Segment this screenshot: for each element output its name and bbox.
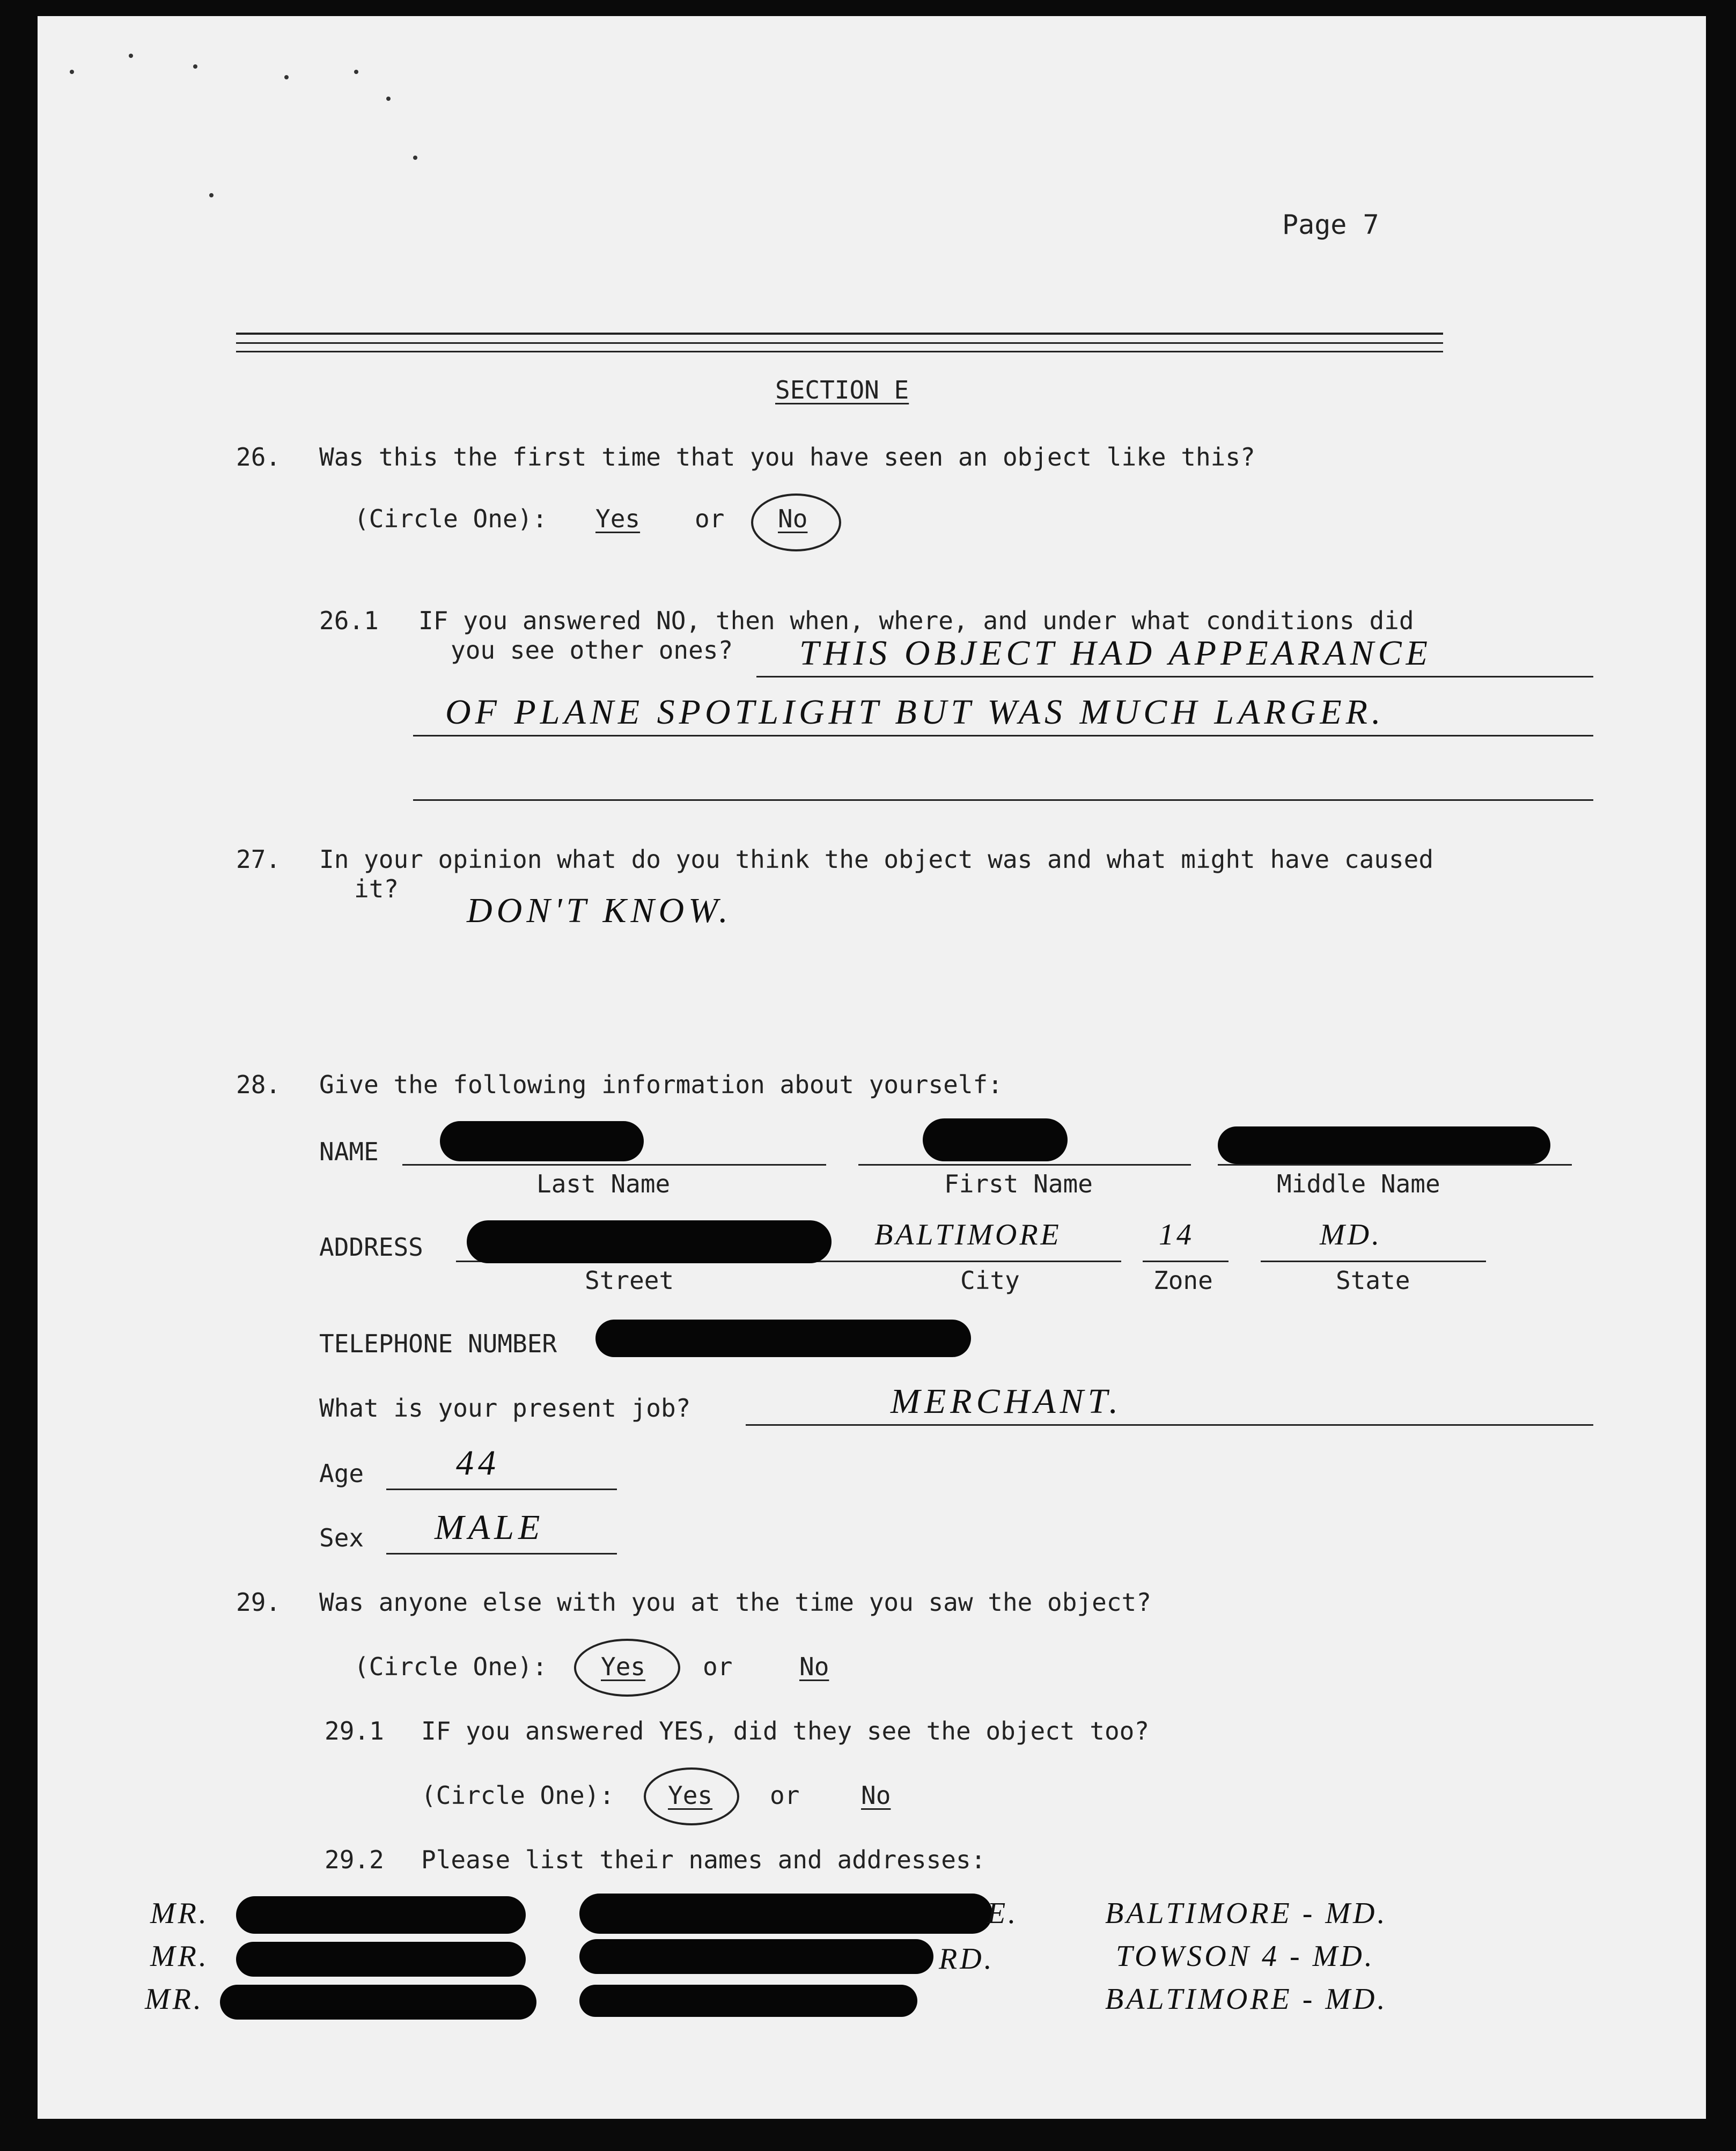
field-caption: City	[960, 1266, 1020, 1295]
last-name-line	[402, 1164, 826, 1166]
redaction-mark	[220, 1985, 536, 2020]
handwritten-age: 44	[456, 1443, 500, 1483]
option-yes[interactable]: Yes	[668, 1781, 713, 1810]
companion-suffix: E.	[987, 1897, 1019, 1930]
state-line	[1261, 1261, 1486, 1262]
field-caption: State	[1336, 1266, 1410, 1295]
companion-suffix: RD.	[939, 1942, 995, 1976]
first-name-line	[858, 1164, 1191, 1166]
redaction-mark	[236, 1896, 526, 1934]
header-rule	[236, 351, 1443, 352]
section-title: SECTION E	[775, 375, 909, 404]
question-text: Was anyone else with you at the time you saw the object?	[319, 1588, 1151, 1617]
redaction-mark	[579, 1939, 933, 1974]
answer-line	[756, 676, 1593, 677]
question-number: 29.2	[325, 1845, 384, 1874]
question-number: 28.	[236, 1070, 281, 1099]
speck	[386, 97, 391, 101]
handwritten-job: MERCHANT.	[891, 1382, 1122, 1421]
age-label: Age	[319, 1459, 364, 1488]
option-no[interactable]: No	[861, 1781, 891, 1810]
age-line	[386, 1489, 617, 1490]
option-or: or	[703, 1652, 733, 1681]
companion-prefix: MR.	[150, 1940, 209, 1973]
option-yes[interactable]: Yes	[595, 504, 641, 533]
question-text: Please list their names and addresses:	[421, 1845, 986, 1874]
question-number: 29.	[236, 1588, 281, 1617]
page-number: Page 7	[1282, 209, 1379, 240]
handwritten-answer: OF PLANE SPOTLIGHT BUT WAS MUCH LARGER.	[445, 693, 1385, 732]
handwritten-state: MD.	[1320, 1218, 1382, 1251]
handwritten-zone: 14	[1159, 1218, 1194, 1251]
selected-circle	[574, 1639, 680, 1697]
companion-place: BALTIMORE - MD.	[1105, 1897, 1388, 1930]
answer-line	[413, 799, 1593, 801]
companion-prefix: MR.	[145, 1983, 204, 2016]
speck	[209, 193, 214, 197]
circle-prompt: (Circle One):	[354, 1652, 548, 1681]
telephone-label: TELEPHONE NUMBER	[319, 1329, 557, 1358]
option-or: or	[695, 504, 725, 533]
question-text: IF you answered NO, then when, where, and under what conditions did	[418, 606, 1414, 635]
handwritten-city: BALTIMORE	[874, 1218, 1062, 1251]
selected-circle	[644, 1767, 739, 1825]
middle-name-line	[1218, 1164, 1572, 1166]
sex-label: Sex	[319, 1523, 364, 1552]
field-caption: Street	[585, 1266, 674, 1295]
job-line	[746, 1424, 1593, 1426]
field-caption: Zone	[1153, 1266, 1213, 1295]
option-no[interactable]: No	[778, 504, 808, 533]
option-no[interactable]: No	[799, 1652, 829, 1681]
speck	[354, 70, 358, 74]
option-or: or	[770, 1781, 800, 1810]
header-rule	[236, 333, 1443, 335]
job-label: What is your present job?	[319, 1394, 691, 1423]
question-number: 27.	[236, 845, 281, 874]
field-caption: First Name	[944, 1169, 1093, 1198]
header-rule	[236, 342, 1443, 344]
question-number: 26.1	[319, 606, 379, 635]
circle-prompt: (Circle One):	[354, 504, 548, 533]
redaction-mark	[236, 1942, 526, 1977]
redaction-mark	[923, 1118, 1068, 1161]
selected-circle	[751, 493, 841, 551]
handwritten-answer: DON'T KNOW.	[467, 891, 732, 930]
question-number: 26.	[236, 443, 281, 472]
question-number: 29.1	[325, 1717, 384, 1745]
speck	[284, 75, 289, 79]
answer-line	[413, 735, 1593, 736]
redaction-mark	[579, 1894, 992, 1934]
question-text: Give the following information about yourself:	[319, 1070, 1003, 1099]
speck	[70, 70, 74, 74]
document-page	[38, 16, 1706, 2119]
question-text: In your opinion what do you think the object was and what might have caused	[319, 845, 1434, 874]
redaction-mark	[467, 1220, 832, 1263]
companion-place: TOWSON 4 - MD.	[1116, 1940, 1375, 1973]
companion-prefix: MR.	[150, 1897, 209, 1930]
field-caption: Last Name	[536, 1169, 671, 1198]
speck	[413, 156, 417, 160]
question-text: you see other ones?	[451, 636, 733, 665]
circle-prompt: (Circle One):	[421, 1781, 615, 1810]
zone-line	[1143, 1261, 1229, 1262]
field-caption: Middle Name	[1277, 1169, 1440, 1198]
redaction-mark	[1218, 1126, 1550, 1164]
question-text: IF you answered YES, did they see the object too?	[421, 1717, 1150, 1745]
redaction-mark	[440, 1121, 644, 1161]
question-text: Was this the first time that you have seen an object like this?	[319, 443, 1255, 472]
companion-place: BALTIMORE - MD.	[1105, 1983, 1388, 2016]
sex-line	[386, 1553, 617, 1555]
handwritten-answer: THIS OBJECT HAD APPEARANCE	[799, 633, 1432, 673]
speck	[193, 64, 197, 69]
speck	[129, 54, 133, 58]
city-line	[842, 1261, 1121, 1262]
name-label: NAME	[319, 1137, 379, 1166]
redaction-mark	[595, 1320, 971, 1357]
question-text: it?	[354, 874, 399, 903]
address-label: ADDRESS	[319, 1233, 423, 1262]
redaction-mark	[579, 1985, 917, 2017]
handwritten-sex: MALE	[435, 1508, 545, 1547]
option-yes[interactable]: Yes	[601, 1652, 646, 1681]
